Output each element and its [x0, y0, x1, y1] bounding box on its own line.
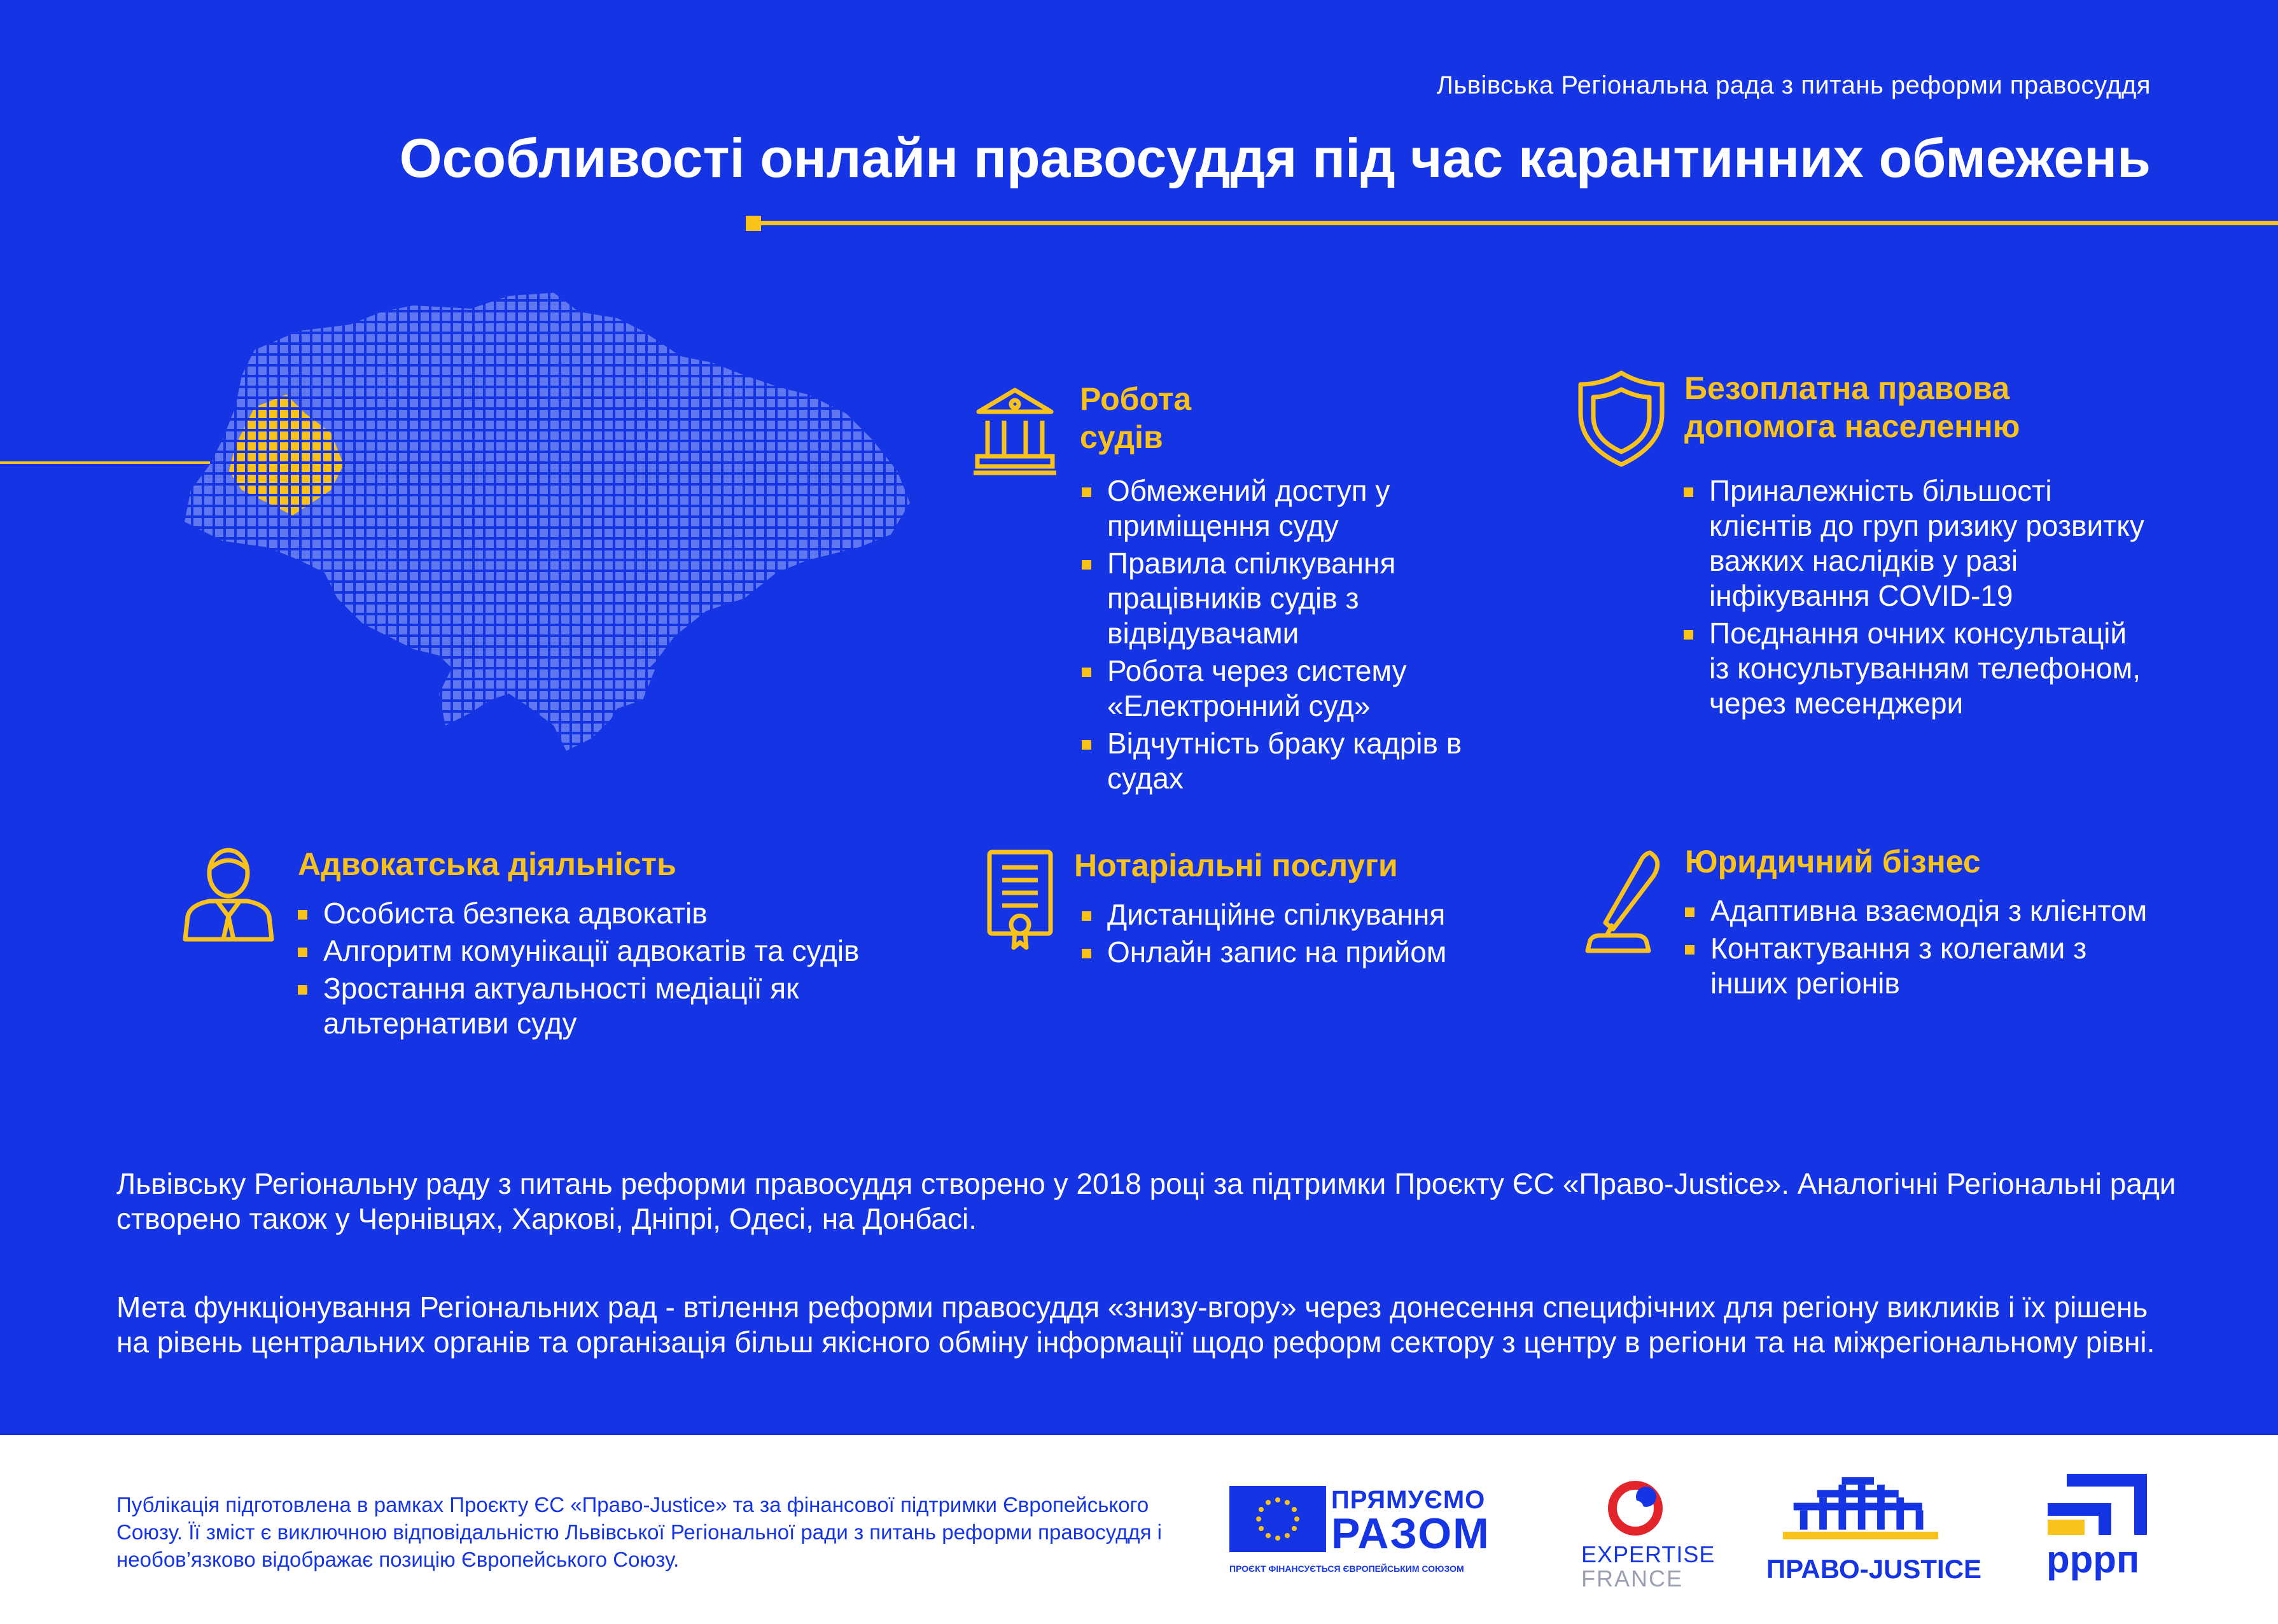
page-title: Особливості онлайн правосуддя під час карантинних обмежень [399, 128, 2151, 189]
business-title: Юридичний бізнес [1685, 844, 1981, 879]
legal-aid-block [1684, 369, 2168, 445]
eu-logo-line2: РАЗОМ [1331, 1509, 1490, 1558]
expertise-line2: FRANCE [1581, 1565, 1684, 1592]
lawyer-icon [181, 846, 276, 942]
ukraine-map-icon [172, 280, 935, 789]
list-item: Правила спілкування працівників судів з відвідувачами [1082, 546, 1527, 651]
list-item: Контактування з колегами з інших регіонів [1685, 931, 2169, 1001]
list-item: Особиста безпека адвокатів [298, 896, 902, 931]
advocacy-title: Адвокатська діяльність [298, 846, 676, 882]
courthouse-icon [974, 385, 1056, 477]
document-seal-icon [986, 848, 1054, 950]
eu-logo-line1: ПРЯМУЄМО [1331, 1486, 1486, 1514]
rrrp-logo [2041, 1471, 2149, 1579]
expertise-france-emblem-icon [1575, 1470, 1696, 1540]
notary-block [1074, 846, 1532, 970]
list-item: Обмежений доступ у приміщення суду [1082, 473, 1527, 543]
shield-icon [1577, 369, 1666, 468]
advocacy-block [298, 845, 902, 1041]
courts-title: Робота судів [1080, 381, 1192, 455]
council-mission-paragraph: Мета функціонування Регіональних рад - втілення реформи правосуддя «знизу-вгору» через донесення специфічних для регіону викликів і їх рішень на рівень центральних органів та організація більш якісного обміну інформації щодо реформ сектору з центру в регіони та на міжрегіональному рівні. [116, 1291, 2155, 1359]
eu-logo-caption: ПРОЄКТ ФІНАНСУЄТЬСЯ ЄВРОПЕЙСЬКИМ СОЮЗОМ [1229, 1564, 1464, 1574]
legal-aid-list [1684, 471, 2155, 721]
list-item: Зростання актуальності медіації як альтернативи суду [298, 971, 902, 1041]
list-item: Робота через систему «Електронний суд» [1082, 654, 1527, 724]
disclaimer-text: Публікація підготовлена в рамках Проєкту ЄС «Право-Justice» та за фінансової підтримки Європейського Союзу. Її зміст є виключною відповідальністю Львівської Регіональної ради з питань реформи правосуддя і необов’язково відображає позицію Європейського Союзу. [116, 1493, 1162, 1571]
business-block [1685, 843, 2169, 1001]
rrrp-emblem-icon [2041, 1471, 2149, 1541]
list-item: Алгоритм комунікації адвокатів та судів [298, 934, 902, 969]
council-subtitle: Львівська Регіональна рада з питань реформи правосуддя [1436, 71, 2151, 99]
pravo-justice-logo [1753, 1470, 1995, 1588]
pravo-justice-text: ПРАВО-JUSTICE [1766, 1554, 1982, 1584]
expertise-line1: EXPERTISE [1581, 1541, 1715, 1567]
eu-logo [1229, 1486, 1509, 1578]
list-item: Адаптивна взаємодія з клієнтом [1685, 893, 2169, 928]
courts-list [1082, 471, 1527, 796]
list-item: Відчутність браку кадрів в судах [1082, 726, 1527, 796]
ukraine-map [172, 280, 935, 789]
title-rule [758, 221, 2278, 225]
expertise-france-logo [1575, 1470, 1715, 1594]
legal-aid-title: Безоплатна правова допомога населенню [1684, 370, 2020, 444]
rrrp-text: рррп [2046, 1538, 2140, 1581]
list-item: Дистанційне спілкування [1082, 897, 1532, 932]
notary-title: Нотаріальні послуги [1074, 848, 1398, 883]
pravo-justice-building-icon [1772, 1470, 1976, 1546]
list-item: Онлайн запис на прийом [1082, 935, 1532, 970]
list-item: Поєднання очних консультацій із консультуванням телефоном, через месенджери [1684, 616, 2155, 721]
quill-pen-icon [1581, 848, 1663, 956]
courts-block [1080, 380, 1525, 456]
council-info-paragraph: Львівську Регіональну раду з питань реформи правосуддя створено у 2018 році за підтримки Проєкту ЄС «Право-Justice». Аналогічні Регіональні ради створено також у Чернівцях, Харкові, Дніпрі, Одесі, на Донбасі. [116, 1167, 2176, 1235]
list-item: Приналежність більшості клієнтів до груп ризику розвитку важких наслідків у разі інфікування COVID-19 [1684, 473, 2155, 613]
